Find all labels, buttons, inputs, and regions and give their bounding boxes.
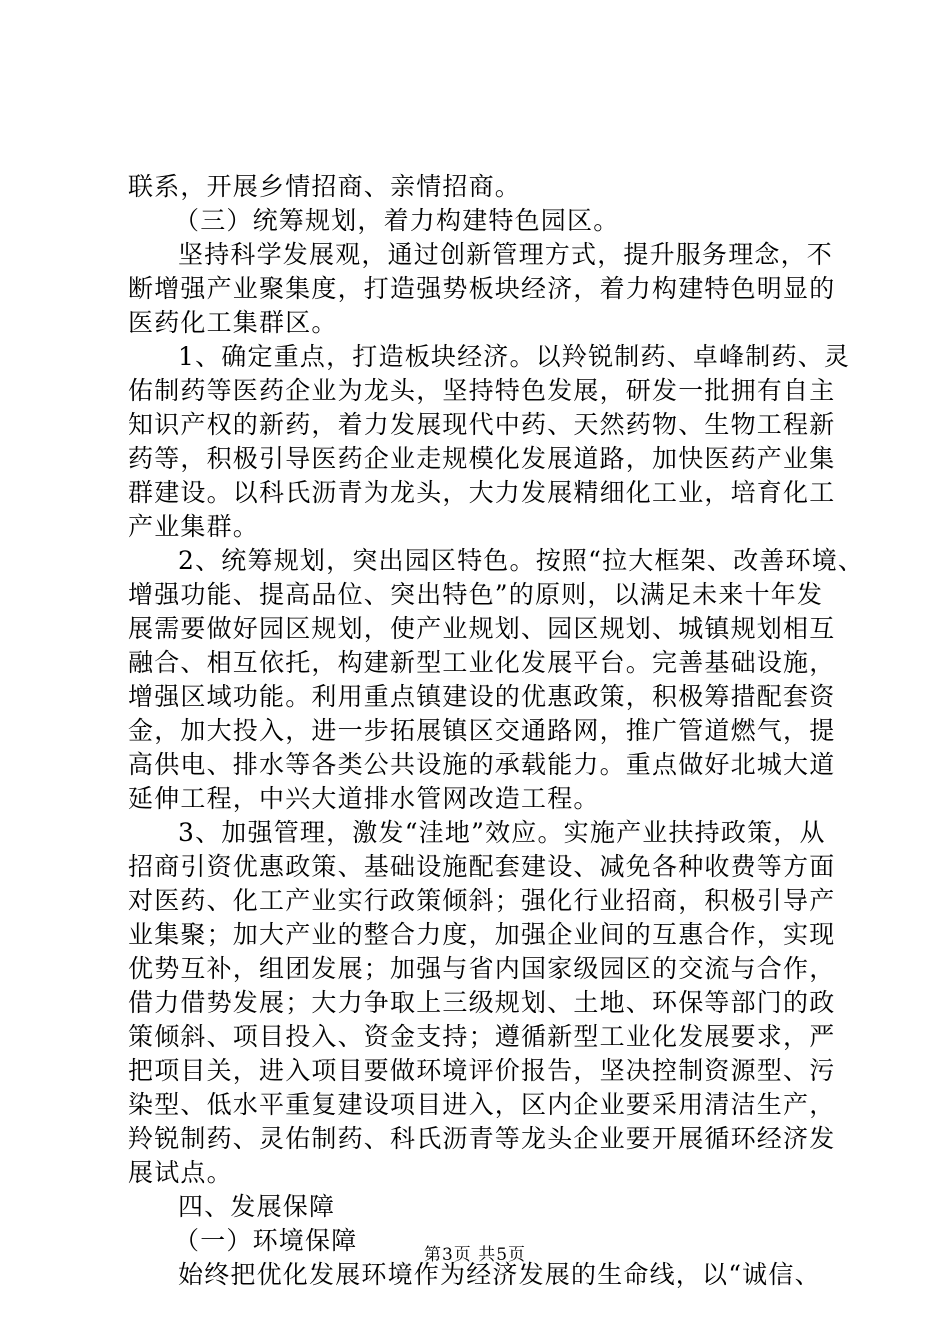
text-line: 知识产权的新药，着力发展现代中药、天然药物、生物工程新 <box>128 410 836 439</box>
text-line: 对医药、化工产业实行政策倾斜；强化行业招商，积极引导产 <box>128 886 836 915</box>
text-line: 药等，积极引导医药企业走规模化发展道路，加快医药产业集 <box>128 444 836 473</box>
text-line: 3、加强管理，激发“洼地”效应。实施产业扶持政策，从 <box>178 818 826 847</box>
text-line: 业集聚；加大产业的整合力度，加强企业间的互惠合作，实现 <box>128 920 836 949</box>
text-line: 医药化工集群区。 <box>128 308 338 337</box>
text-line: 产业集群。 <box>128 512 260 541</box>
text-line: 佑制药等医药企业为龙头，坚持特色发展，研发一批拥有自主 <box>128 376 836 405</box>
text-line: 坚持科学发展观，通过创新管理方式，提升服务理念，不 <box>178 240 834 269</box>
text-line: 联系，开展乡情招商、亲情招商。 <box>128 172 522 201</box>
text-line: 始终把优化发展环境作为经济发展的生命线，以“诚信、 <box>178 1260 821 1289</box>
text-line: 融合、相互依托，构建新型工业化发展平台。完善基础设施， <box>128 648 836 677</box>
text-line: 断增强产业聚集度，打造强势板块经济，着力构建特色明显的 <box>128 274 836 303</box>
text-line: 染型、低水平重复建设项目进入，区内企业要采用清洁生产， <box>128 1090 836 1119</box>
text-line: 展需要做好园区规划，使产业规划、园区规划、城镇规划相互 <box>128 614 836 643</box>
section-heading: 四、发展保障 <box>178 1192 336 1221</box>
text-line: 借力借势发展；大力争取上三级规划、土地、环保等部门的政 <box>128 988 836 1017</box>
text-line: 羚锐制药、灵佑制药、科氏沥青等龙头企业要开展循环经济发 <box>128 1124 836 1153</box>
text-line: 增强区域功能。利用重点镇建设的优惠政策，积极筹措配套资 <box>128 682 836 711</box>
text-line: 把项目关，进入项目要做环境评价报告，坚决控制资源型、污 <box>128 1056 836 1085</box>
section-heading: （三）统筹规划，着力构建特色园区。 <box>174 206 620 235</box>
text-line: 1、确定重点，打造板块经济。以羚锐制药、卓峰制药、灵 <box>178 342 851 371</box>
text-line: 金，加大投入，进一步拓展镇区交通路网，推广管道燃气，提 <box>128 716 836 745</box>
subsection-heading: （一）环境保障 <box>174 1226 358 1255</box>
text-line: 策倾斜、项目投入、资金支持；遵循新型工业化发展要求，严 <box>128 1022 836 1051</box>
text-line: 延伸工程，中兴大道排水管网改造工程。 <box>128 784 600 813</box>
text-line: 2、统筹规划，突出园区特色。按照“拉大框架、改善环境、 <box>178 546 865 575</box>
text-line: 高供电、排水等各类公共设施的承载能力。重点做好北城大道 <box>128 750 836 779</box>
text-line: 展试点。 <box>128 1158 233 1187</box>
text-line: 增强功能、提高品位、突出特色”的原则，以满足未来十年发 <box>128 580 824 609</box>
text-line: 优势互补，组团发展；加强与省内国家级园区的交流与合作， <box>128 954 836 983</box>
text-line: 群建设。以科氏沥青为龙头，大力发展精细化工业，培育化工 <box>128 478 836 507</box>
page-number-footer: 第3页 共5页 <box>423 1245 527 1265</box>
text-line: 招商引资优惠政策、基础设施配套建设、减免各种收费等方面 <box>128 852 836 881</box>
